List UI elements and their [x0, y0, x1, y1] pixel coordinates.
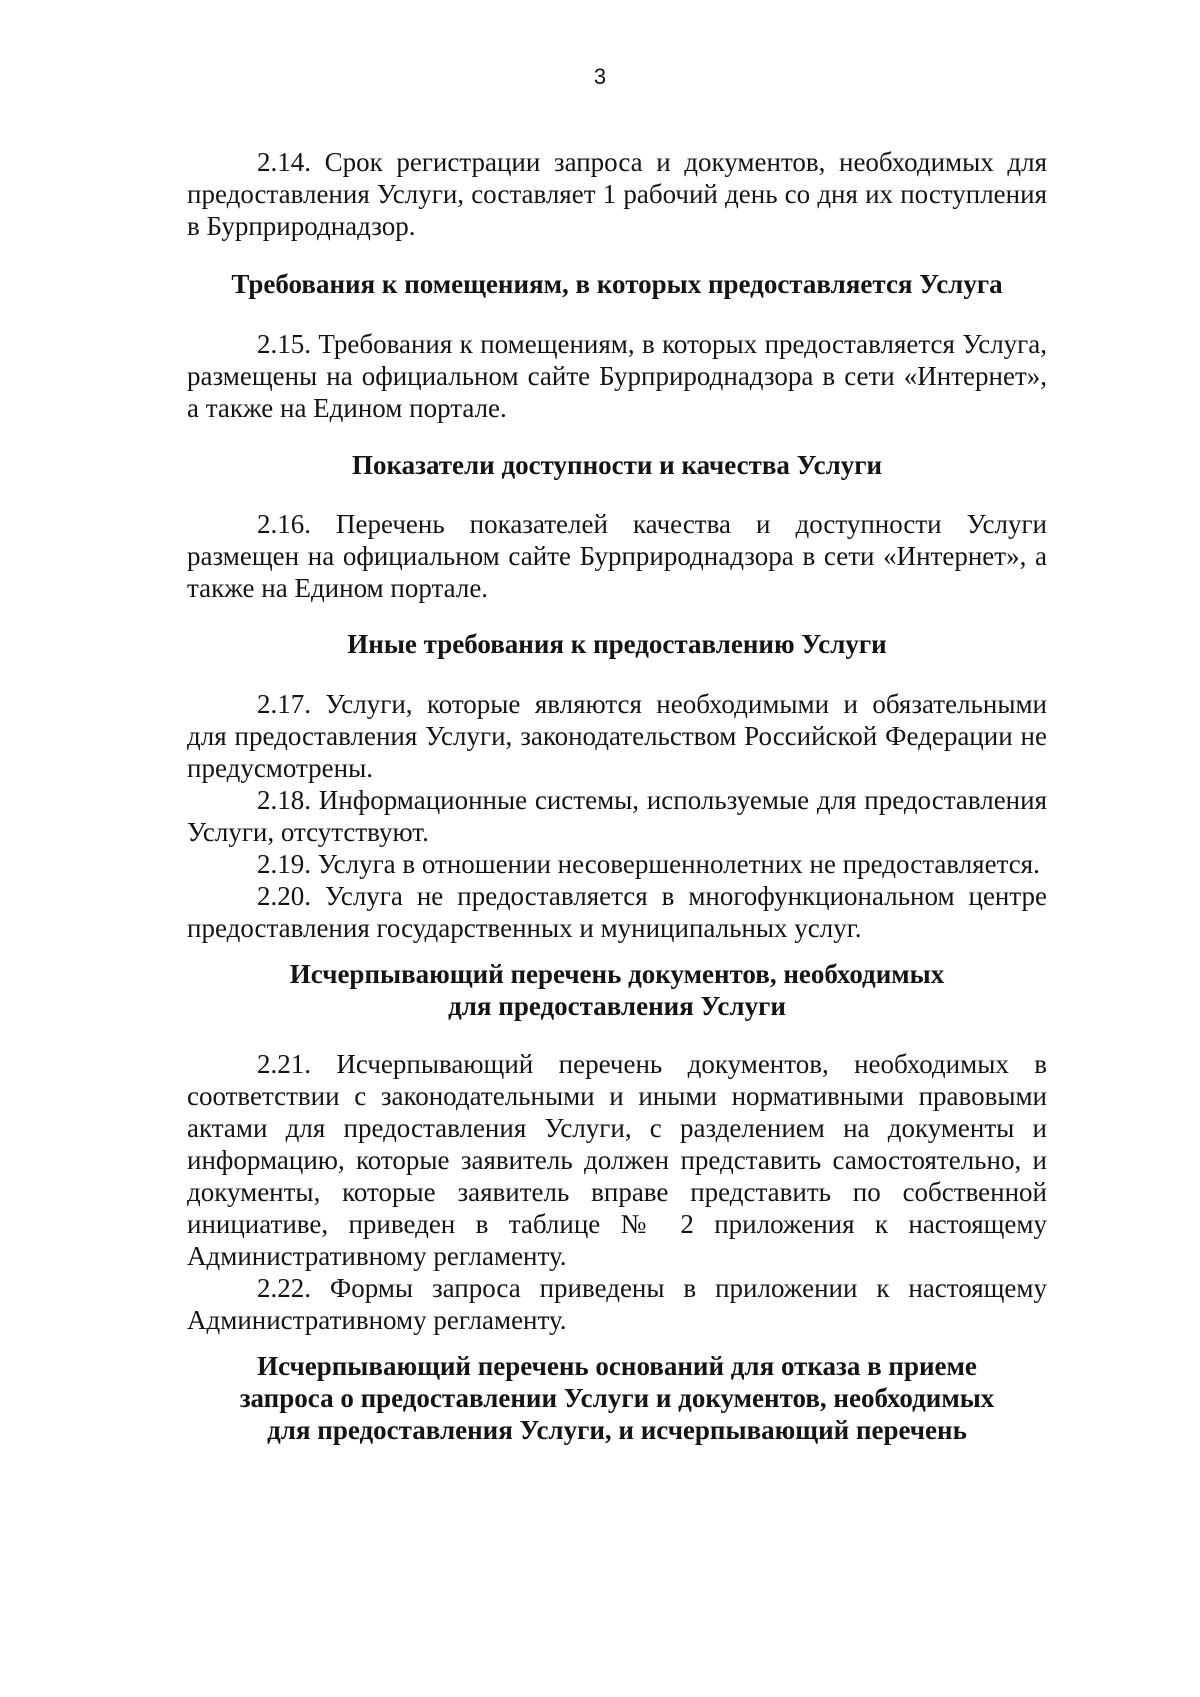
heading-refusal-line-3: для предоставления Услуги, и исчерпывающий перечень — [267, 1415, 967, 1445]
heading-refusal-line-2: запроса о предоставлении Услуги и документов, необходимых — [239, 1383, 995, 1413]
paragraph-2-18: 2.18. Информационные системы, используемые для предоставления Услуги, отсутствуют. — [187, 785, 1047, 847]
heading-documents-block — [187, 958, 1047, 1022]
paragraph-2-14: 2.14. Срок регистрации запроса и документов, необходимых для предоставления Услуги, составляет 1 рабочий день со дня их поступления в Бурприроднадзор. — [187, 147, 1047, 241]
heading-documents-line-2: для предоставления Услуги — [448, 991, 786, 1021]
heading-availability-block — [187, 449, 1047, 481]
heading-refusal-line-1: Исчерпывающий перечень оснований для отказа в приеме — [257, 1351, 977, 1381]
paragraph-2-19: 2.19. Услуга в отношении несовершеннолетних не предоставляется. — [257, 849, 1040, 879]
paragraph-2-14-block — [187, 146, 1047, 242]
paragraph-2-15: 2.15. Требования к помещениям, в которых предоставляется Услуга, размещены на официальном сайте Бурприроднадзора в сети «Интернет», а также на Едином портале. — [187, 329, 1047, 423]
paragraph-2-17: 2.17. Услуги, которые являются необходимыми и обязательными для предоставления Услуги, законодательством Российской Федерации не предусмотрены. — [187, 689, 1047, 783]
heading-availability: Показатели доступности и качества Услуги — [351, 450, 883, 480]
paragraphs-2-21-2-22-block — [187, 1048, 1047, 1336]
paragraph-2-16: 2.16. Перечень показателей качества и доступности Услуги размещен на официальном сайте Бурприроднадзора в сети «Интернет», а также на Едином портале. — [187, 509, 1047, 603]
heading-premises: Требования к помещениям, в которых предоставляется Услуга — [231, 269, 1003, 299]
heading-premises-block — [187, 268, 1047, 300]
page-number: 3 — [593, 64, 607, 89]
paragraph-2-22: 2.22. Формы запроса приведены в приложении к настоящему Административному регламенту. — [187, 1273, 1047, 1335]
heading-other-requirements-block — [187, 628, 1047, 660]
paragraphs-2-17-2-20-block — [187, 688, 1047, 944]
paragraph-2-15-block — [187, 328, 1047, 424]
paragraph-2-21: 2.21. Исчерпывающий перечень документов, необходимых в соответствии с законодательными и иными нормативными правовыми актами для предоставления Услуги, с разделением на документы и информацию, которые заявитель должен представить самостоятельно, и документы, которые заявитель вправе представить по собственной инициативе, приведен в таблице № 2 приложения к настоящему Административному регламенту. — [187, 1049, 1047, 1271]
paragraph-2-20: 2.20. Услуга не предоставляется в многофункциональном центре предоставления государственных и муниципальных услуг. — [187, 881, 1047, 943]
heading-documents-line-1: Исчерпывающий перечень документов, необходимых — [289, 959, 945, 989]
paragraph-2-16-block — [187, 508, 1047, 604]
heading-other-requirements: Иные требования к предоставлению Услуги — [347, 629, 887, 659]
heading-refusal-grounds-block — [187, 1350, 1047, 1446]
